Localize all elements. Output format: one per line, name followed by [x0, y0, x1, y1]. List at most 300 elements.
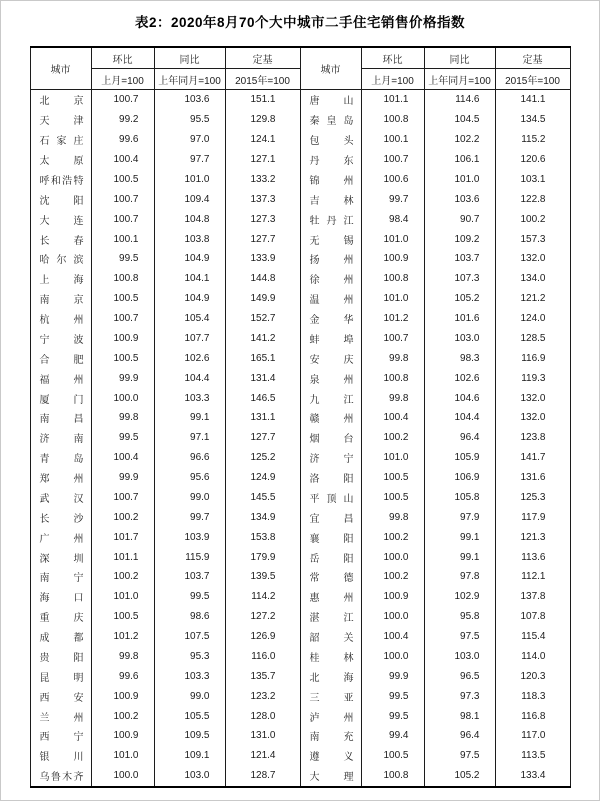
table-row [30, 229, 570, 249]
fixed-value-cell: 141.1 [495, 90, 570, 110]
fixed-value-cell: 144.8 [225, 269, 300, 289]
mom-value-cell: 99.5 [361, 706, 424, 726]
mom-value-cell: 101.0 [361, 289, 424, 309]
table-row [30, 607, 570, 627]
city-cell: 宁 波 [30, 329, 91, 349]
mom-value-cell: 100.9 [361, 587, 424, 607]
table-row [30, 289, 570, 309]
yoy-value-cell: 104.4 [424, 408, 495, 428]
city-cell: 南 充 [300, 726, 361, 746]
yoy-value-cell: 97.5 [424, 746, 495, 766]
table-row [30, 388, 570, 408]
yoy-value-cell: 90.7 [424, 209, 495, 229]
mom-value-cell: 100.7 [361, 150, 424, 170]
fixed-value-cell: 113.6 [495, 547, 570, 567]
header-city-right: 城市 [300, 47, 361, 90]
yoy-value-cell: 96.4 [424, 726, 495, 746]
city-cell: 锦 州 [300, 170, 361, 190]
mom-value-cell: 100.9 [91, 329, 154, 349]
mom-value-cell: 101.0 [361, 229, 424, 249]
mom-value-cell: 101.2 [91, 627, 154, 647]
fixed-value-cell: 127.1 [225, 150, 300, 170]
mom-value-cell: 100.7 [91, 488, 154, 508]
fixed-value-cell: 133.4 [495, 766, 570, 787]
city-cell: 大 连 [30, 209, 91, 229]
yoy-value-cell: 99.1 [424, 547, 495, 567]
fixed-value-cell: 107.8 [495, 607, 570, 627]
mom-value-cell: 100.0 [91, 388, 154, 408]
city-cell: 安 庆 [300, 348, 361, 368]
city-cell: 吉 林 [300, 189, 361, 209]
mom-value-cell: 100.5 [361, 746, 424, 766]
city-cell: 呼 和 浩 特 [30, 170, 91, 190]
table-row [30, 726, 570, 746]
fixed-value-cell: 127.2 [225, 607, 300, 627]
table-row [30, 348, 570, 368]
yoy-value-cell: 103.6 [424, 189, 495, 209]
table-row [30, 468, 570, 488]
mom-value-cell: 100.7 [91, 209, 154, 229]
yoy-value-cell: 102.9 [424, 587, 495, 607]
fixed-value-cell: 112.1 [495, 567, 570, 587]
fixed-value-cell: 128.7 [225, 766, 300, 787]
table-row [30, 488, 570, 508]
fixed-value-cell: 125.3 [495, 488, 570, 508]
mom-value-cell: 100.7 [91, 189, 154, 209]
yoy-value-cell: 97.9 [424, 507, 495, 527]
fixed-value-cell: 152.7 [225, 309, 300, 329]
city-cell: 徐 州 [300, 269, 361, 289]
yoy-value-cell: 103.6 [154, 90, 225, 110]
city-cell: 扬 州 [300, 249, 361, 269]
mom-value-cell: 99.5 [91, 249, 154, 269]
mom-value-cell: 100.2 [361, 428, 424, 448]
table-row [30, 329, 570, 349]
header-fixed-base-right: 2015年=100 [495, 69, 570, 90]
yoy-value-cell: 105.8 [424, 488, 495, 508]
mom-value-cell: 99.6 [91, 666, 154, 686]
fixed-value-cell: 131.1 [225, 408, 300, 428]
table-row [30, 587, 570, 607]
mom-value-cell: 100.7 [91, 309, 154, 329]
mom-value-cell: 100.0 [361, 547, 424, 567]
fixed-value-cell: 128.0 [225, 706, 300, 726]
city-cell: 银 川 [30, 746, 91, 766]
fixed-value-cell: 121.3 [495, 527, 570, 547]
fixed-value-cell: 115.4 [495, 627, 570, 647]
yoy-value-cell: 99.1 [154, 408, 225, 428]
mom-value-cell: 100.2 [91, 706, 154, 726]
fixed-value-cell: 141.7 [495, 448, 570, 468]
city-cell: 无 锡 [300, 229, 361, 249]
yoy-value-cell: 104.9 [154, 289, 225, 309]
yoy-value-cell: 103.7 [154, 567, 225, 587]
city-cell: 福 州 [30, 368, 91, 388]
yoy-value-cell: 98.6 [154, 607, 225, 627]
header-fixed-left: 定基 [225, 47, 300, 69]
fixed-value-cell: 103.1 [495, 170, 570, 190]
mom-value-cell: 101.0 [91, 746, 154, 766]
table-row [30, 90, 570, 110]
table-row [30, 567, 570, 587]
fixed-value-cell: 126.9 [225, 627, 300, 647]
mom-value-cell: 100.6 [361, 170, 424, 190]
fixed-value-cell: 139.5 [225, 567, 300, 587]
header-city-left: 城市 [30, 47, 91, 90]
yoy-value-cell: 99.0 [154, 686, 225, 706]
city-cell: 赣 州 [300, 408, 361, 428]
mom-value-cell: 100.8 [361, 269, 424, 289]
city-cell: 温 州 [300, 289, 361, 309]
fixed-value-cell: 122.8 [495, 189, 570, 209]
yoy-value-cell: 104.8 [154, 209, 225, 229]
city-cell: 石 家 庄 [30, 130, 91, 150]
city-cell: 长 沙 [30, 507, 91, 527]
mom-value-cell: 100.5 [361, 468, 424, 488]
table-row [30, 110, 570, 130]
city-cell: 武 汉 [30, 488, 91, 508]
yoy-value-cell: 109.2 [424, 229, 495, 249]
city-cell: 济 南 [30, 428, 91, 448]
mom-value-cell: 100.8 [361, 766, 424, 787]
yoy-value-cell: 95.6 [154, 468, 225, 488]
yoy-value-cell: 98.1 [424, 706, 495, 726]
mom-value-cell: 99.9 [361, 666, 424, 686]
yoy-value-cell: 109.1 [154, 746, 225, 766]
city-cell: 南 宁 [30, 567, 91, 587]
city-cell: 北 京 [30, 90, 91, 110]
fixed-value-cell: 127.7 [225, 428, 300, 448]
mom-value-cell: 99.7 [361, 189, 424, 209]
table-row [30, 189, 570, 209]
table-row [30, 408, 570, 428]
mom-value-cell: 99.8 [361, 507, 424, 527]
yoy-value-cell: 109.5 [154, 726, 225, 746]
header-yoy-left: 同比 [154, 47, 225, 69]
yoy-value-cell: 104.1 [154, 269, 225, 289]
fixed-value-cell: 135.7 [225, 666, 300, 686]
fixed-value-cell: 123.8 [495, 428, 570, 448]
fixed-value-cell: 134.0 [495, 269, 570, 289]
fixed-value-cell: 151.1 [225, 90, 300, 110]
yoy-value-cell: 115.9 [154, 547, 225, 567]
yoy-value-cell: 103.7 [424, 249, 495, 269]
mom-value-cell: 100.5 [361, 488, 424, 508]
city-cell: 南 京 [30, 289, 91, 309]
yoy-value-cell: 102.6 [424, 368, 495, 388]
yoy-value-cell: 105.4 [154, 309, 225, 329]
mom-value-cell: 101.2 [361, 309, 424, 329]
mom-value-cell: 100.0 [361, 647, 424, 667]
city-cell: 牡 丹 江 [300, 209, 361, 229]
city-cell: 丹 东 [300, 150, 361, 170]
yoy-value-cell: 97.8 [424, 567, 495, 587]
fixed-value-cell: 117.0 [495, 726, 570, 746]
mom-value-cell: 99.8 [361, 388, 424, 408]
header-mom-base-right: 上月=100 [361, 69, 424, 90]
mom-value-cell: 100.2 [361, 527, 424, 547]
yoy-value-cell: 102.6 [154, 348, 225, 368]
city-cell: 重 庆 [30, 607, 91, 627]
yoy-value-cell: 103.0 [424, 329, 495, 349]
yoy-value-cell: 97.7 [154, 150, 225, 170]
table-row [30, 130, 570, 150]
city-cell: 上 海 [30, 269, 91, 289]
yoy-value-cell: 103.9 [154, 527, 225, 547]
fixed-value-cell: 119.3 [495, 368, 570, 388]
header-yoy-right: 同比 [424, 47, 495, 69]
fixed-value-cell: 114.2 [225, 587, 300, 607]
table-row [30, 269, 570, 289]
mom-value-cell: 101.0 [361, 448, 424, 468]
fixed-value-cell: 100.2 [495, 209, 570, 229]
fixed-value-cell: 179.9 [225, 547, 300, 567]
mom-value-cell: 99.8 [91, 647, 154, 667]
header-yoy-base-left: 上年同月=100 [154, 69, 225, 90]
table-title: 表2：2020年8月70个大中城市二手住宅销售价格指数 [134, 15, 466, 30]
mom-value-cell: 100.5 [91, 170, 154, 190]
city-cell: 洛 阳 [300, 468, 361, 488]
price-index-table [30, 46, 571, 788]
city-cell: 泸 州 [300, 706, 361, 726]
table-row [30, 209, 570, 229]
city-cell: 岳 阳 [300, 547, 361, 567]
fixed-value-cell: 116.8 [495, 706, 570, 726]
city-cell: 兰 州 [30, 706, 91, 726]
fixed-value-cell: 131.4 [225, 368, 300, 388]
table-row [30, 547, 570, 567]
fixed-value-cell: 117.9 [495, 507, 570, 527]
table-row [30, 527, 570, 547]
city-cell: 青 岛 [30, 448, 91, 468]
yoy-value-cell: 99.7 [154, 507, 225, 527]
mom-value-cell: 99.8 [361, 348, 424, 368]
city-cell: 九 江 [300, 388, 361, 408]
fixed-value-cell: 141.2 [225, 329, 300, 349]
table-row [30, 249, 570, 269]
mom-value-cell: 101.7 [91, 527, 154, 547]
mom-value-cell: 100.4 [91, 150, 154, 170]
fixed-value-cell: 124.0 [495, 309, 570, 329]
table-row [30, 766, 570, 787]
table-row [30, 448, 570, 468]
yoy-value-cell: 105.9 [424, 448, 495, 468]
mom-value-cell: 100.8 [91, 269, 154, 289]
fixed-value-cell: 123.2 [225, 686, 300, 706]
fixed-value-cell: 124.1 [225, 130, 300, 150]
yoy-value-cell: 105.2 [424, 289, 495, 309]
fixed-value-cell: 146.5 [225, 388, 300, 408]
mom-value-cell: 100.0 [361, 607, 424, 627]
yoy-value-cell: 106.1 [424, 150, 495, 170]
city-cell: 金 华 [300, 309, 361, 329]
mom-value-cell: 100.2 [361, 567, 424, 587]
table-row [30, 368, 570, 388]
yoy-value-cell: 97.0 [154, 130, 225, 150]
yoy-value-cell: 104.9 [154, 249, 225, 269]
city-cell: 杭 州 [30, 309, 91, 329]
city-cell: 太 原 [30, 150, 91, 170]
fixed-value-cell: 149.9 [225, 289, 300, 309]
mom-value-cell: 100.4 [361, 408, 424, 428]
table-row [30, 627, 570, 647]
yoy-value-cell: 101.6 [424, 309, 495, 329]
mom-value-cell: 100.2 [91, 507, 154, 527]
city-cell: 济 宁 [300, 448, 361, 468]
city-cell: 桂 林 [300, 647, 361, 667]
fixed-value-cell: 116.0 [225, 647, 300, 667]
mom-value-cell: 99.2 [91, 110, 154, 130]
mom-value-cell: 100.4 [361, 627, 424, 647]
city-cell: 厦 门 [30, 388, 91, 408]
yoy-value-cell: 99.1 [424, 527, 495, 547]
city-cell: 惠 州 [300, 587, 361, 607]
city-cell: 天 津 [30, 110, 91, 130]
yoy-value-cell: 109.4 [154, 189, 225, 209]
fixed-value-cell: 115.2 [495, 130, 570, 150]
fixed-value-cell: 145.5 [225, 488, 300, 508]
city-cell: 深 圳 [30, 547, 91, 567]
city-cell: 韶 关 [300, 627, 361, 647]
header-fixed-right: 定基 [495, 47, 570, 69]
mom-value-cell: 100.7 [91, 90, 154, 110]
mom-value-cell: 99.9 [91, 368, 154, 388]
header-mom-base-left: 上月=100 [91, 69, 154, 90]
yoy-value-cell: 95.3 [154, 647, 225, 667]
city-cell: 沈 阳 [30, 189, 91, 209]
table-row [30, 428, 570, 448]
fixed-value-cell: 124.9 [225, 468, 300, 488]
table-row [30, 706, 570, 726]
yoy-value-cell: 97.1 [154, 428, 225, 448]
mom-value-cell: 100.5 [91, 289, 154, 309]
fixed-value-cell: 134.5 [495, 110, 570, 130]
mom-value-cell: 100.8 [361, 368, 424, 388]
fixed-value-cell: 120.3 [495, 666, 570, 686]
table-header [30, 47, 570, 90]
mom-value-cell: 100.9 [91, 686, 154, 706]
fixed-value-cell: 127.3 [225, 209, 300, 229]
mom-value-cell: 99.5 [361, 686, 424, 706]
city-cell: 哈 尔 滨 [30, 249, 91, 269]
fixed-value-cell: 127.7 [225, 229, 300, 249]
mom-value-cell: 100.4 [91, 448, 154, 468]
mom-value-cell: 100.0 [91, 766, 154, 787]
city-cell: 大 理 [300, 766, 361, 787]
mom-value-cell: 100.9 [91, 726, 154, 746]
header-mom-right: 环比 [361, 47, 424, 69]
fixed-value-cell: 114.0 [495, 647, 570, 667]
yoy-value-cell: 106.9 [424, 468, 495, 488]
mom-value-cell: 100.5 [91, 348, 154, 368]
header-yoy-base-right: 上年同月=100 [424, 69, 495, 90]
header-fixed-base-left: 2015年=100 [225, 69, 300, 90]
yoy-value-cell: 96.4 [424, 428, 495, 448]
city-cell: 烟 台 [300, 428, 361, 448]
table-row [30, 170, 570, 190]
yoy-value-cell: 98.3 [424, 348, 495, 368]
mom-value-cell: 99.8 [91, 408, 154, 428]
yoy-value-cell: 103.8 [154, 229, 225, 249]
yoy-value-cell: 102.2 [424, 130, 495, 150]
city-cell: 湛 江 [300, 607, 361, 627]
city-cell: 襄 阳 [300, 527, 361, 547]
city-cell: 唐 山 [300, 90, 361, 110]
yoy-value-cell: 99.5 [154, 587, 225, 607]
yoy-value-cell: 105.5 [154, 706, 225, 726]
header-mom-left: 环比 [91, 47, 154, 69]
city-cell: 北 海 [300, 666, 361, 686]
fixed-value-cell: 132.0 [495, 249, 570, 269]
city-cell: 贵 阳 [30, 647, 91, 667]
yoy-value-cell: 103.3 [154, 666, 225, 686]
city-cell: 郑 州 [30, 468, 91, 488]
yoy-value-cell: 104.4 [154, 368, 225, 388]
mom-value-cell: 99.5 [91, 428, 154, 448]
mom-value-cell: 101.1 [91, 547, 154, 567]
mom-value-cell: 100.9 [361, 249, 424, 269]
city-cell: 海 口 [30, 587, 91, 607]
mom-value-cell: 99.6 [91, 130, 154, 150]
fixed-value-cell: 128.5 [495, 329, 570, 349]
city-cell: 广 州 [30, 527, 91, 547]
yoy-value-cell: 107.3 [424, 269, 495, 289]
mom-value-cell: 100.2 [91, 567, 154, 587]
city-cell: 秦 皇 岛 [300, 110, 361, 130]
fixed-value-cell: 116.9 [495, 348, 570, 368]
yoy-value-cell: 107.7 [154, 329, 225, 349]
yoy-value-cell: 103.3 [154, 388, 225, 408]
fixed-value-cell: 132.0 [495, 388, 570, 408]
yoy-value-cell: 95.8 [424, 607, 495, 627]
yoy-value-cell: 104.6 [424, 388, 495, 408]
city-cell: 包 头 [300, 130, 361, 150]
table-row [30, 647, 570, 667]
fixed-value-cell: 129.8 [225, 110, 300, 130]
city-cell: 三 亚 [300, 686, 361, 706]
mom-value-cell: 99.4 [361, 726, 424, 746]
fixed-value-cell: 132.0 [495, 408, 570, 428]
mom-value-cell: 100.7 [361, 329, 424, 349]
city-cell: 蚌 埠 [300, 329, 361, 349]
yoy-value-cell: 96.6 [154, 448, 225, 468]
yoy-value-cell: 103.0 [424, 647, 495, 667]
fixed-value-cell: 121.4 [225, 746, 300, 766]
fixed-value-cell: 131.0 [225, 726, 300, 746]
city-cell: 常 德 [300, 567, 361, 587]
city-cell: 南 昌 [30, 408, 91, 428]
fixed-value-cell: 125.2 [225, 448, 300, 468]
yoy-value-cell: 101.0 [154, 170, 225, 190]
yoy-value-cell: 95.5 [154, 110, 225, 130]
mom-value-cell: 99.9 [91, 468, 154, 488]
table-row [30, 507, 570, 527]
fixed-value-cell: 137.8 [495, 587, 570, 607]
city-cell: 宜 昌 [300, 507, 361, 527]
city-cell: 遵 义 [300, 746, 361, 766]
fixed-value-cell: 120.6 [495, 150, 570, 170]
mom-value-cell: 100.1 [91, 229, 154, 249]
city-cell: 西 安 [30, 686, 91, 706]
mom-value-cell: 100.8 [361, 110, 424, 130]
city-cell: 昆 明 [30, 666, 91, 686]
city-cell: 平 顶 山 [300, 488, 361, 508]
city-cell: 泉 州 [300, 368, 361, 388]
fixed-value-cell: 133.2 [225, 170, 300, 190]
fixed-value-cell: 118.3 [495, 686, 570, 706]
yoy-value-cell: 105.2 [424, 766, 495, 787]
table-row [30, 309, 570, 329]
